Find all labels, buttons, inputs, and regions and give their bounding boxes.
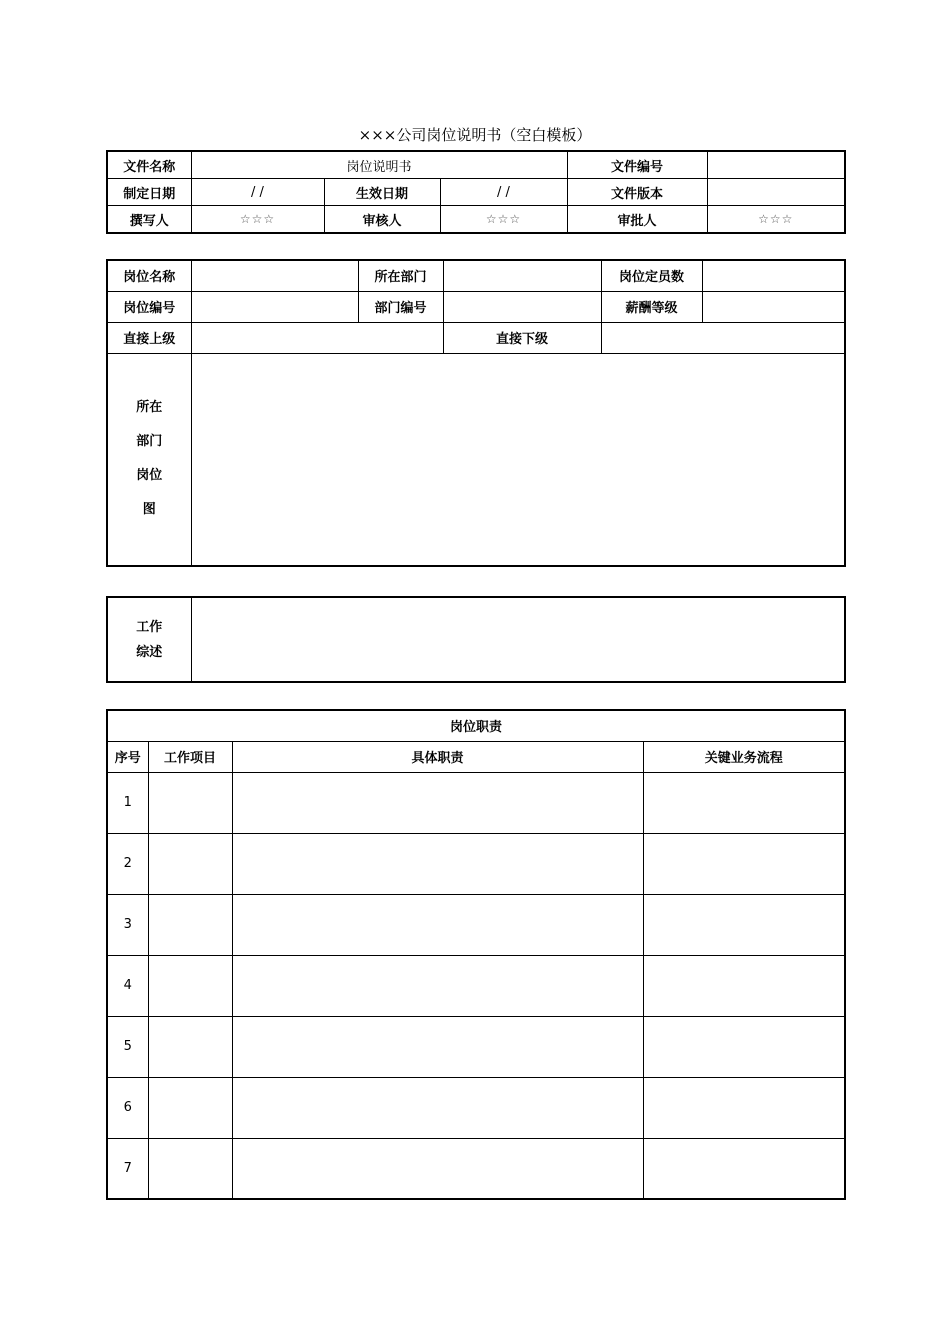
file-no-label: 文件编号 (567, 151, 707, 179)
salary-grade-value[interactable] (702, 291, 845, 322)
key-process-cell[interactable] (643, 955, 845, 1016)
file-version-label: 文件版本 (567, 179, 707, 206)
table-row (107, 1077, 845, 1138)
effective-date-value[interactable]: / / (440, 179, 567, 206)
row-number: 5 (107, 1016, 148, 1077)
specific-duties-cell[interactable] (232, 955, 643, 1016)
file-version-value[interactable] (707, 179, 845, 206)
table-row (107, 772, 845, 833)
table-row (107, 955, 845, 1016)
headcount-label: 岗位定员数 (601, 260, 702, 291)
job-summary-table (106, 596, 846, 683)
headcount-value[interactable] (702, 260, 845, 291)
work-item-cell[interactable] (148, 894, 232, 955)
dept-value[interactable] (443, 260, 601, 291)
duties-table (106, 709, 846, 1200)
table-row (107, 1138, 845, 1199)
row-number: 6 (107, 1077, 148, 1138)
dept-no-label: 部门编号 (358, 291, 443, 322)
col-header-seq: 序号 (107, 741, 148, 772)
key-process-cell[interactable] (643, 772, 845, 833)
key-process-cell[interactable] (643, 1077, 845, 1138)
table-row (107, 1016, 845, 1077)
row-number: 7 (107, 1138, 148, 1199)
position-no-value[interactable] (191, 291, 358, 322)
dept-no-value[interactable] (443, 291, 601, 322)
specific-duties-cell[interactable] (232, 894, 643, 955)
made-date-label: 制定日期 (107, 179, 191, 206)
col-header-key-process: 关键业务流程 (643, 741, 845, 772)
work-item-cell[interactable] (148, 1138, 232, 1199)
direct-superior-value[interactable] (191, 322, 443, 353)
key-process-cell[interactable] (643, 833, 845, 894)
duties-title: 岗位职责 (107, 710, 845, 741)
work-item-cell[interactable] (148, 833, 232, 894)
specific-duties-cell[interactable] (232, 772, 643, 833)
direct-subordinate-value[interactable] (601, 322, 845, 353)
key-process-cell[interactable] (643, 1016, 845, 1077)
job-summary-label-line-2: 综述 (136, 644, 163, 660)
document-title: ×××公司岗位说明书（空白模板） (358, 126, 592, 144)
file-name-label: 文件名称 (107, 151, 191, 179)
writer-value[interactable]: ☆☆☆ (191, 206, 324, 234)
effective-date-label: 生效日期 (324, 179, 440, 206)
org-chart-label-line-4: 图 (142, 502, 156, 518)
org-chart-label-line-3: 岗位 (136, 468, 163, 484)
key-process-cell[interactable] (643, 894, 845, 955)
position-name-label: 岗位名称 (107, 260, 191, 291)
specific-duties-cell[interactable] (232, 1138, 643, 1199)
file-no-value[interactable] (707, 151, 845, 179)
job-summary-area[interactable] (191, 597, 845, 682)
work-item-cell[interactable] (148, 955, 232, 1016)
made-date-value[interactable]: / / (191, 179, 324, 206)
specific-duties-cell[interactable] (232, 833, 643, 894)
org-chart-label-line-1: 所在 (136, 400, 163, 416)
work-item-cell[interactable] (148, 1077, 232, 1138)
specific-duties-cell[interactable] (232, 1077, 643, 1138)
reviewer-value[interactable]: ☆☆☆ (440, 206, 567, 234)
col-header-specific-duties: 具体职责 (232, 741, 643, 772)
dept-label: 所在部门 (358, 260, 443, 291)
direct-superior-label: 直接上级 (107, 322, 191, 353)
key-process-cell[interactable] (643, 1138, 845, 1199)
job-summary-label-line-1: 工作 (136, 619, 163, 635)
work-item-cell[interactable] (148, 1016, 232, 1077)
direct-subordinate-label: 直接下级 (443, 322, 601, 353)
col-header-work-item: 工作项目 (148, 741, 232, 772)
reviewer-label: 审核人 (324, 206, 440, 234)
org-chart-label-line-2: 部门 (136, 434, 163, 450)
position-no-label: 岗位编号 (107, 291, 191, 322)
file-name-value[interactable]: 岗位说明书 (191, 151, 567, 179)
row-number: 3 (107, 894, 148, 955)
org-chart-area[interactable] (191, 353, 845, 566)
position-info-table (106, 259, 846, 567)
org-chart-label (107, 353, 191, 566)
table-row (107, 833, 845, 894)
approver-label: 审批人 (567, 206, 707, 234)
salary-grade-label: 薪酬等级 (601, 291, 702, 322)
job-summary-label (107, 597, 191, 682)
approver-value[interactable]: ☆☆☆ (707, 206, 845, 234)
work-item-cell[interactable] (148, 772, 232, 833)
writer-label: 撰写人 (107, 206, 191, 234)
row-number: 1 (107, 772, 148, 833)
position-name-value[interactable] (191, 260, 358, 291)
row-number: 2 (107, 833, 148, 894)
row-number: 4 (107, 955, 148, 1016)
specific-duties-cell[interactable] (232, 1016, 643, 1077)
document-info-table (106, 150, 846, 234)
table-row (107, 894, 845, 955)
